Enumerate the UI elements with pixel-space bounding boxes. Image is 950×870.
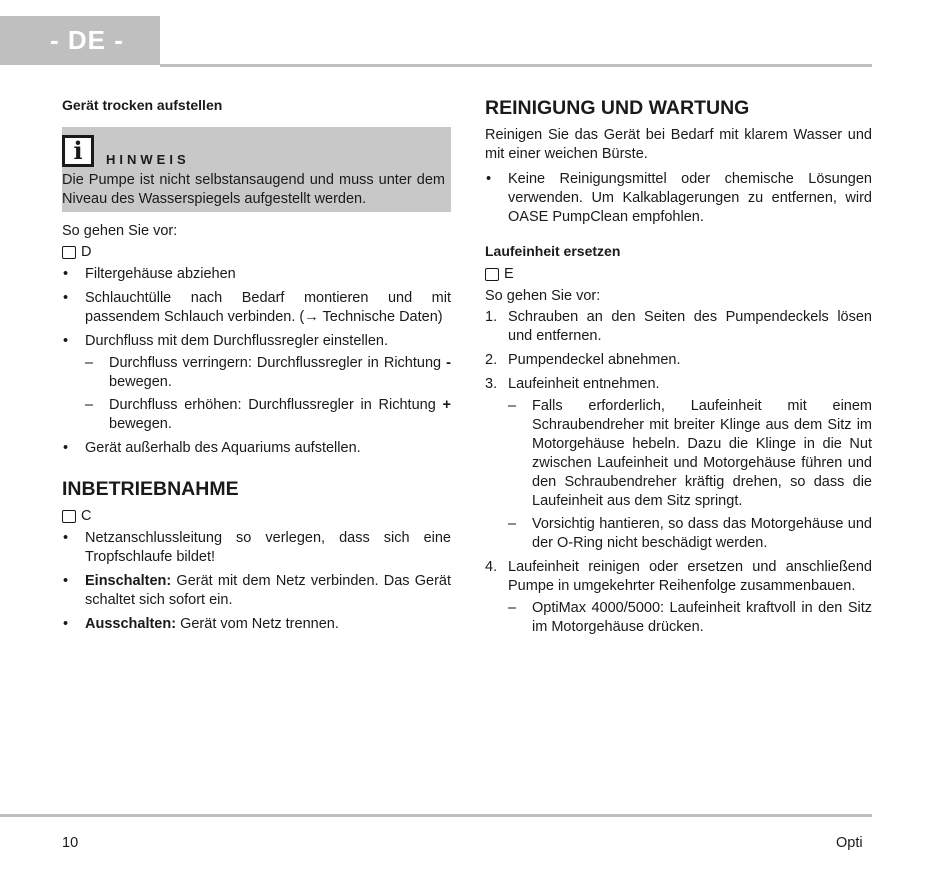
list-item: 1. Schrauben an den Seiten des Pumpendeckels lösen und entfernen.: [485, 309, 872, 344]
setup-heading: Gerät trocken aufstellen: [62, 97, 223, 113]
footer-brand: Opti: [836, 835, 863, 851]
list-item: 2. Pumpendeckel abnehmen.: [485, 352, 681, 368]
replace-steps: [485, 308, 872, 637]
note-text: Die Pumpe ist nicht selbstansaugend und muss unter dem Niveau des Wasserspiegels aufgestellt werden.: [62, 172, 445, 207]
step3-substeps: [508, 397, 872, 553]
switch-on-label: Einschalten:: [85, 573, 172, 589]
setup-steps: [62, 265, 451, 458]
list-item: – Vorsichtig hantieren, so dass das Motorgehäuse und der O-Ring nicht beschädigt werden.: [508, 515, 872, 553]
list-item-text: Durchfluss mit dem Durchflussregler einstellen.: [85, 333, 388, 349]
info-icon: i: [62, 135, 94, 167]
flow-substeps: [85, 354, 451, 434]
list-item: • Netzanschlussleitung so verlegen, dass sich eine Tropfschlaufe bildet!: [62, 529, 451, 567]
list-item: • Keine Reinigungsmittel oder chemische Lösungen verwenden. Um Kalkablagerungen zu entfernen, wird OASE PumpClean empfohlen.: [485, 170, 872, 227]
note-title: HINWEIS: [106, 152, 190, 167]
cleaning-heading: REINIGUNG UND WARTUNG: [485, 97, 750, 119]
page-number: 10: [62, 835, 79, 851]
list-item: • Schlauchtülle nach Bedarf montieren und mit passendem Schlauch verbinden. (→ Technische Daten): [62, 289, 451, 327]
figure-ref: [62, 507, 451, 526]
figure-ref-label: C: [81, 508, 92, 524]
list-item: – OptiMax 4000/5000: Laufeinheit kraftvoll in den Sitz im Motorgehäuse drücken.: [508, 599, 872, 637]
list-item: • Einschalten: Gerät mit dem Netz verbinden. Das Gerät schaltet sich sofort ein.: [62, 572, 451, 610]
figure-box-icon: [62, 246, 76, 259]
language-tab: - DE -: [0, 16, 160, 65]
figure-ref-label: E: [504, 266, 514, 282]
cleaning-intro: Reinigen Sie das Gerät bei Bedarf mit klarem Wasser und mit einer weichen Bürste.: [485, 127, 872, 162]
procedure-intro: So gehen Sie vor:: [62, 223, 178, 239]
switch-off-label: Ausschalten:: [85, 616, 177, 632]
startup-heading: INBETRIEBNAHME: [62, 478, 239, 500]
list-item: • Gerät außerhalb des Aquariums aufstellen.: [62, 439, 451, 458]
list-item: [62, 332, 451, 434]
cleaning-list: [485, 170, 872, 227]
list-item: • Ausschalten: Gerät vom Netz trennen.: [62, 615, 451, 634]
figure-box-icon: [485, 268, 499, 281]
minus-symbol: -: [446, 355, 451, 371]
procedure-intro: So gehen Sie vor:: [485, 288, 601, 304]
replace-heading: Laufeinheit ersetzen: [485, 243, 621, 259]
list-item: 3. Laufeinheit entnehmen. – Falls erforderlich, Laufeinheit mit einem Schraubendreher mit breiter Klinge aus dem Sitz im Motorgehäuse hebeln. Dazu die Klinge in die Nut zwischen Laufeinheit und Motorgehäuse führen und den Schraubendreher kräftig drehen, so dass die Laufeinheit aus dem Sitz springt. – Vorsichtig hantieren, so dass das Motorgehäuse und der O-Ring nicht beschädigt werden.: [485, 375, 872, 553]
right-column: [485, 96, 872, 642]
step4-substeps: [508, 599, 872, 637]
figure-ref-label: D: [81, 244, 92, 260]
list-item: 4. Laufeinheit reinigen oder ersetzen und anschließend Pumpe in umgekehrter Reihenfolge zusammenbauen. – OptiMax 4000/5000: Laufeinheit kraftvoll in den Sitz im Motorgehäuse drücken.: [485, 558, 872, 637]
list-item: – Durchfluss erhöhen: Durchflussregler in Richtung + bewegen.: [85, 396, 451, 434]
figure-box-icon: [62, 510, 76, 523]
list-item: • Filtergehäuse abziehen: [62, 265, 451, 284]
left-column: [62, 96, 451, 639]
startup-steps: [62, 529, 451, 634]
list-item: – Durchfluss verringern: Durchflussregler in Richtung - bewegen.: [85, 354, 451, 392]
figure-ref: [62, 243, 451, 262]
list-item: – Falls erforderlich, Laufeinheit mit einem Schraubendreher mit breiter Klinge aus dem Sitz im Motorgehäuse hebeln. Dazu die Klinge in die Nut zwischen Laufeinheit und Motorgehäuse führen und den Schraubendreher kräftig drehen, so dass die Laufeinheit aus dem Sitz springt.: [508, 397, 872, 511]
plus-symbol: +: [442, 397, 451, 413]
header-rule: [160, 64, 872, 67]
figure-ref: [485, 265, 872, 284]
footer-rule: [0, 814, 872, 817]
note-box: [62, 127, 451, 212]
